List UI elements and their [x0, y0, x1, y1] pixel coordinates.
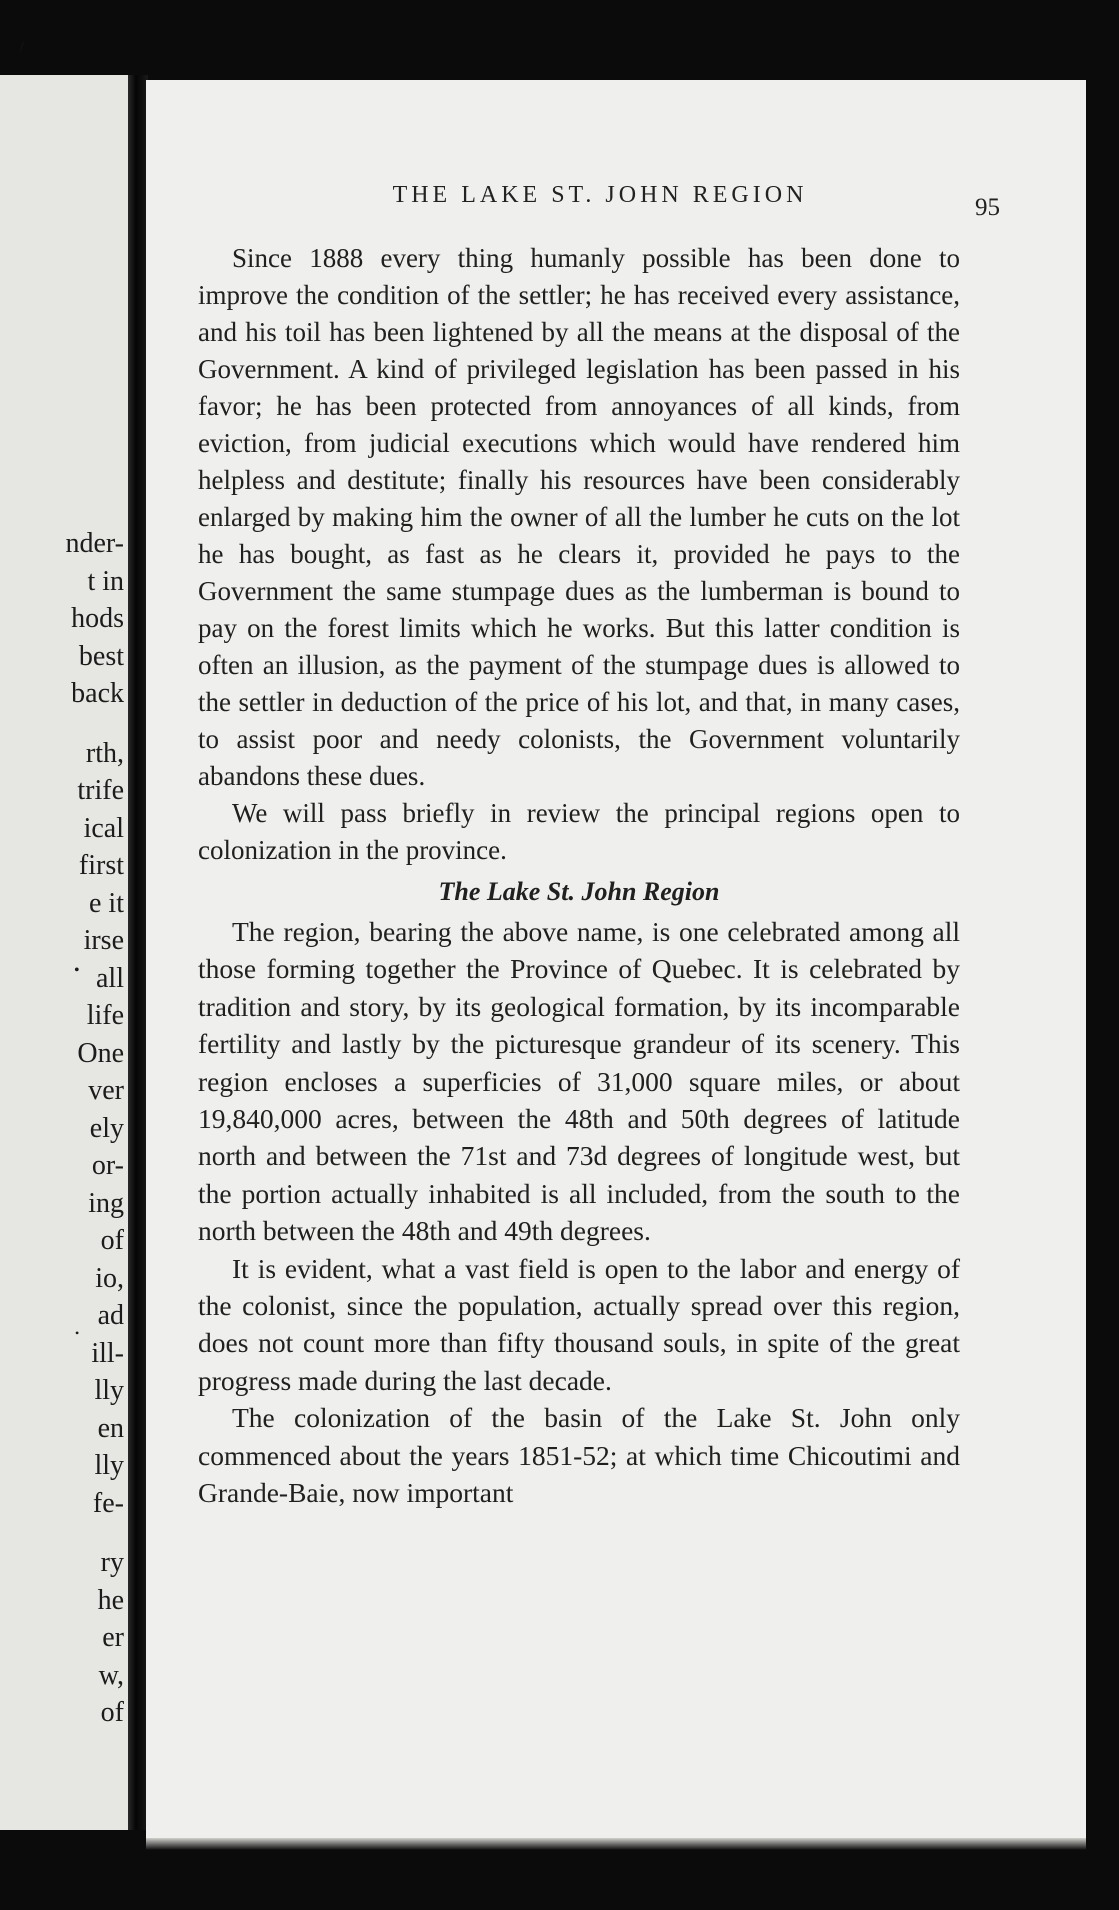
left-page-line: t in [87, 565, 124, 597]
left-page-line: One [77, 1037, 124, 1069]
book-gutter [128, 75, 148, 1830]
left-page-line: all [96, 962, 124, 994]
left-page-line: he [97, 1584, 124, 1616]
body-text [198, 240, 960, 1512]
paragraph: The region, bearing the above name, is one celebrated among all those forming together the Province of Quebec. It is celebrated by tradition and story, by its geological formation, by its incomparable fertility and lastly by the picturesque grandeur of its scenery. This region encloses a superficies of 31,000 square miles, or about 19,840,000 acres, between the 48th and 50th degrees of latitude north and between the 71st and 73d degrees of longitude west, but the portion actually inhabited is all included, from the south to the north between the 48th and 49th degrees. [198, 916, 960, 1247]
left-page [0, 75, 130, 1830]
left-page-fragments [0, 525, 130, 1732]
left-page-line: e it [89, 887, 124, 919]
left-page-line: ad [97, 1300, 124, 1331]
left-page-line [0, 713, 124, 735]
left-page-line: en [97, 1412, 124, 1444]
left-page-line: best [78, 640, 124, 672]
left-page-line: nder- [65, 528, 124, 559]
left-page-line: ry [100, 1547, 124, 1578]
page-number: 95 [975, 194, 1000, 221]
margin-dot: • [75, 1326, 80, 1340]
paragraph: It is evident, what a vast field is open to the labor and energy of the colonist, since the population, actually spread over this region, does not count more than fifty thousand souls, in spite of the great progress made during the last decade. [198, 1252, 960, 1396]
left-page-line: trife [77, 775, 124, 806]
paragraph: We will pass briefly in review the principal regions open to colonization in the province. [198, 798, 960, 865]
page-bottom-edge [146, 1838, 1086, 1850]
left-page-line: rth, [85, 737, 124, 769]
left-page-line: io, [95, 1262, 124, 1294]
left-page-line: or- [91, 1150, 124, 1181]
left-page-line: ing [88, 1187, 124, 1219]
left-page-line: ical [83, 812, 124, 844]
section-heading: The Lake St. John Region [438, 877, 720, 906]
left-page-line: fe- [92, 1487, 124, 1519]
left-page-line: irse [83, 925, 124, 956]
left-page-line: life [86, 1000, 124, 1031]
scan-speck: / [20, 40, 24, 55]
left-page-line: w, [98, 1659, 124, 1691]
left-page-line: ely [89, 1112, 124, 1144]
left-page-line: hods [71, 603, 124, 634]
running-head: THE LAKE ST. JOHN REGION [392, 182, 808, 208]
left-page-line: of [100, 1697, 124, 1728]
left-page-line: lly [94, 1450, 124, 1481]
left-page-line: ver [88, 1075, 124, 1106]
left-page-line [0, 1522, 124, 1544]
left-page-line: back [71, 678, 124, 709]
paragraph: The colonization of the basin of the Lake St. John only commenced about the years 1851-52; at which time Chicoutimi and Grande-Baie, now important [198, 1402, 960, 1509]
left-page-line: first [78, 850, 124, 881]
left-page-line: er [102, 1622, 124, 1653]
left-page-line: of [100, 1225, 124, 1256]
left-page-line: ill- [91, 1337, 124, 1369]
paragraph: Since 1888 every thing humanly possible has been done to improve the condition of the settler; he has received every assistance, and his toil has been lightened by all the means at the disposal of the Government. A kind of privileged legislation has been passed in his favor; he has been protected from annoyances of all kinds, from eviction, from judicial executions which would have rendered him helpless and destitute; finally his resources have been considerably enlarged by making him the owner of all the lumber he cuts on the lot he has bought, as fast as he clears it, provided he pays to the Government the same stumpage dues as the lumberman is bound to pay on the forest limits which he works. But this latter condition is often an illusion, as the payment of the stumpage dues is allowed to the settler in deduction of the price of his lot, and that, in many cases, to assist poor and needy colonists, the Government voluntarily abandons these dues. [198, 243, 960, 791]
left-page-line: lly [94, 1375, 124, 1406]
margin-dot: • [74, 962, 80, 979]
